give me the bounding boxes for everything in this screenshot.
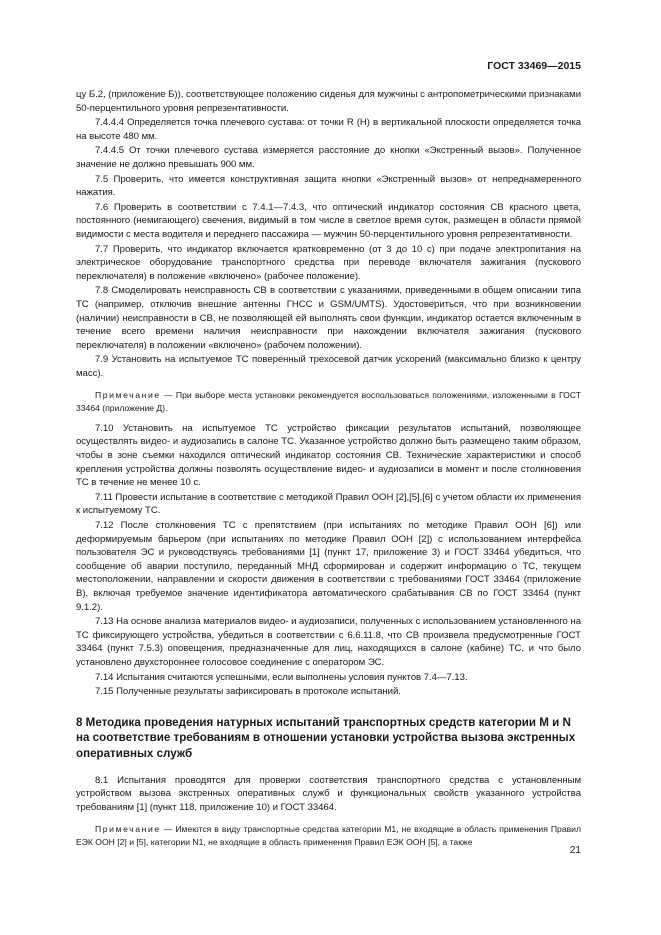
- paragraph-7-15: 7.15 Полученные результаты зафиксировать в протоколе испытаний.: [95, 686, 401, 698]
- note-text: — При выборе места установки рекомендуется воспользоваться положениями, изложенными в ГОСТ 33464 (приложение Д).: [76, 390, 581, 413]
- note-text: — Имеются в виду транспортные средства категории М1, не входящие в область применения Правил ЕЭК ООН [2] и [5], категории N1, не входящие в область применения Правил ЕЭК ООН [5], а также: [76, 824, 581, 847]
- paragraph-7-12: 7.12 После столкновения ТС с препятствием (при испытаниях по методике Правил ООН [6]) или деформируемым барьером (при испытаниях по методике Правил ООН [2]) с использованием интерфейса пользователя ЭС и руководствуясь требованиями [1] (пункт 17, приложение 3) и ГОСТ 33464 убедиться, что сообщение об аварии поступило, переданный МНД сформирован и содержит информацию о ТС, текущем местоположении, направлении и скорости движения в соответствии с требованиями ГОСТ 33464 (приложение В), включая требуемое значение идентификатора автоматического срабатывания СВ по ГОСТ 33464 (пункт 9.1.2).: [76, 520, 581, 613]
- paragraph-7-4-4-5: 7.4.4.5 От точки плечевого сустава измеряется расстояние до кнопки «Экстренный вызов». Полученное значение не должно превышать 900 мм.: [76, 145, 581, 170]
- paragraph-7-6: 7.6 Проверить в соответствии с 7.4.1—7.4.3, что оптический индикатор состояния СВ красного цвета, постоянного (немигающего) свечения, видимый в том числе в светлое время суток, размещен в области прямой видимости с места водителя и переднего пассажира — мужчин 50-перцентильного уровня репрезентативности.: [76, 201, 581, 240]
- paragraph-7-4-4-4: 7.4.4.4 Определяется точка плечевого сустава: от точки R (H) в вертикальной плоскости определяется точка на высоте 480 мм.: [76, 117, 581, 142]
- note-vehicle-categories: [76, 823, 581, 847]
- paragraph-continuation: цу Б.2, (приложение Б)), соответствующее положению сиденья для мужчины с антропометрическими признаками 50-перцентильного уровня репрезентативности.: [76, 89, 581, 114]
- paragraph-8-1: 8.1 Испытания проводятся для проверки соответствия транспортного средства с установленным устройством вызова экстренных оперативных служб и функциональных свойств указанного устройства требованиям [1] (пункт 118, приложение 10) и ГОСТ 33464.: [76, 774, 581, 813]
- paragraph-7-8: 7.8 Смоделировать неисправность СВ в соответствии с указаниями, приведенными в общем описании типа ТС (например, отключив внешние антенны ГНСС и GSM/UMTS). Удостовериться, что при возникновении (наличии) неисправности в СВ, не позволяющей ей выполнять свои функции, индикатор остается включенным в течение всего времени наличия неисправности при нахождении включателя зажигания (пускового переключателя) в положении «включено» (рабочем положении).: [76, 285, 581, 351]
- note-label: Примечание: [95, 390, 161, 401]
- paragraph-7-10: 7.10 Установить на испытуемое ТС устройство фиксации результатов испытаний, позволяющее осуществлять видео- и аудиозапись в салоне ТС. Указанное устройство должно быть размещено таким образом, чтобы в зоне съемки находился оптический индикатор состояния СВ. Технические характеристики и способ крепления устройства должны позволять осуществление видео- и аудиозаписи в момент и после столкновения ТС в течение не менее 10 с.: [76, 422, 581, 489]
- page-header-standard-code: ГОСТ 33469—2015: [487, 60, 581, 72]
- paragraph-7-5: 7.5 Проверить, что имеется конструктивная защита кнопки «Экстренный вызов» от непреднамеренного нажатия.: [76, 173, 581, 199]
- paragraph-7-13: 7.13 На основе анализа материалов видео- и аудиозаписи, полученных с использованием установленного на ТС фиксирующего устройства, убедиться в соответствии с 6.6.11.8, что СВ произвела предусмотренные ГОСТ 33464 (пункт 7.5.3) оповещения, предназначенные для лиц, находящихся в салоне (кабине) ТС, и что было установлено двухстороннее голосовое соединение с оператором ЭС.: [76, 616, 581, 668]
- section-8-heading: 8 Методика проведения натурных испытаний транспортных средств категории М и N на соответствие требованиям в отношении установки устройства вызова экстренных оперативных служб: [76, 715, 576, 760]
- paragraph-7-7: 7.7 Проверить, что индикатор включается кратковременно (от 3 до 10 с) при подаче электропитания на электрическое оборудование транспортного средства при переводе включателя зажигания (пускового переключателя) в положение «включено» (рабочее положение).: [76, 243, 581, 282]
- document-body: [76, 88, 581, 856]
- paragraph-7-14: 7.14 Испытания считаются успешными, если выполнены условия пунктов 7.4—7.13.: [95, 671, 468, 683]
- note-label: Примечание: [95, 824, 161, 835]
- paragraph-7-9: 7.9 Установить на испытуемое ТС поверенный трехосевой датчик ускорений (максимально близко к центру масс).: [76, 354, 581, 379]
- paragraph-7-11: 7.11 Провести испытание в соответствие с методикой Правил ООН [2],[5],[6] с учетом области их применения к испытуемому ТС.: [76, 491, 581, 517]
- page-number: 21: [569, 845, 581, 856]
- note-placement: [76, 389, 581, 413]
